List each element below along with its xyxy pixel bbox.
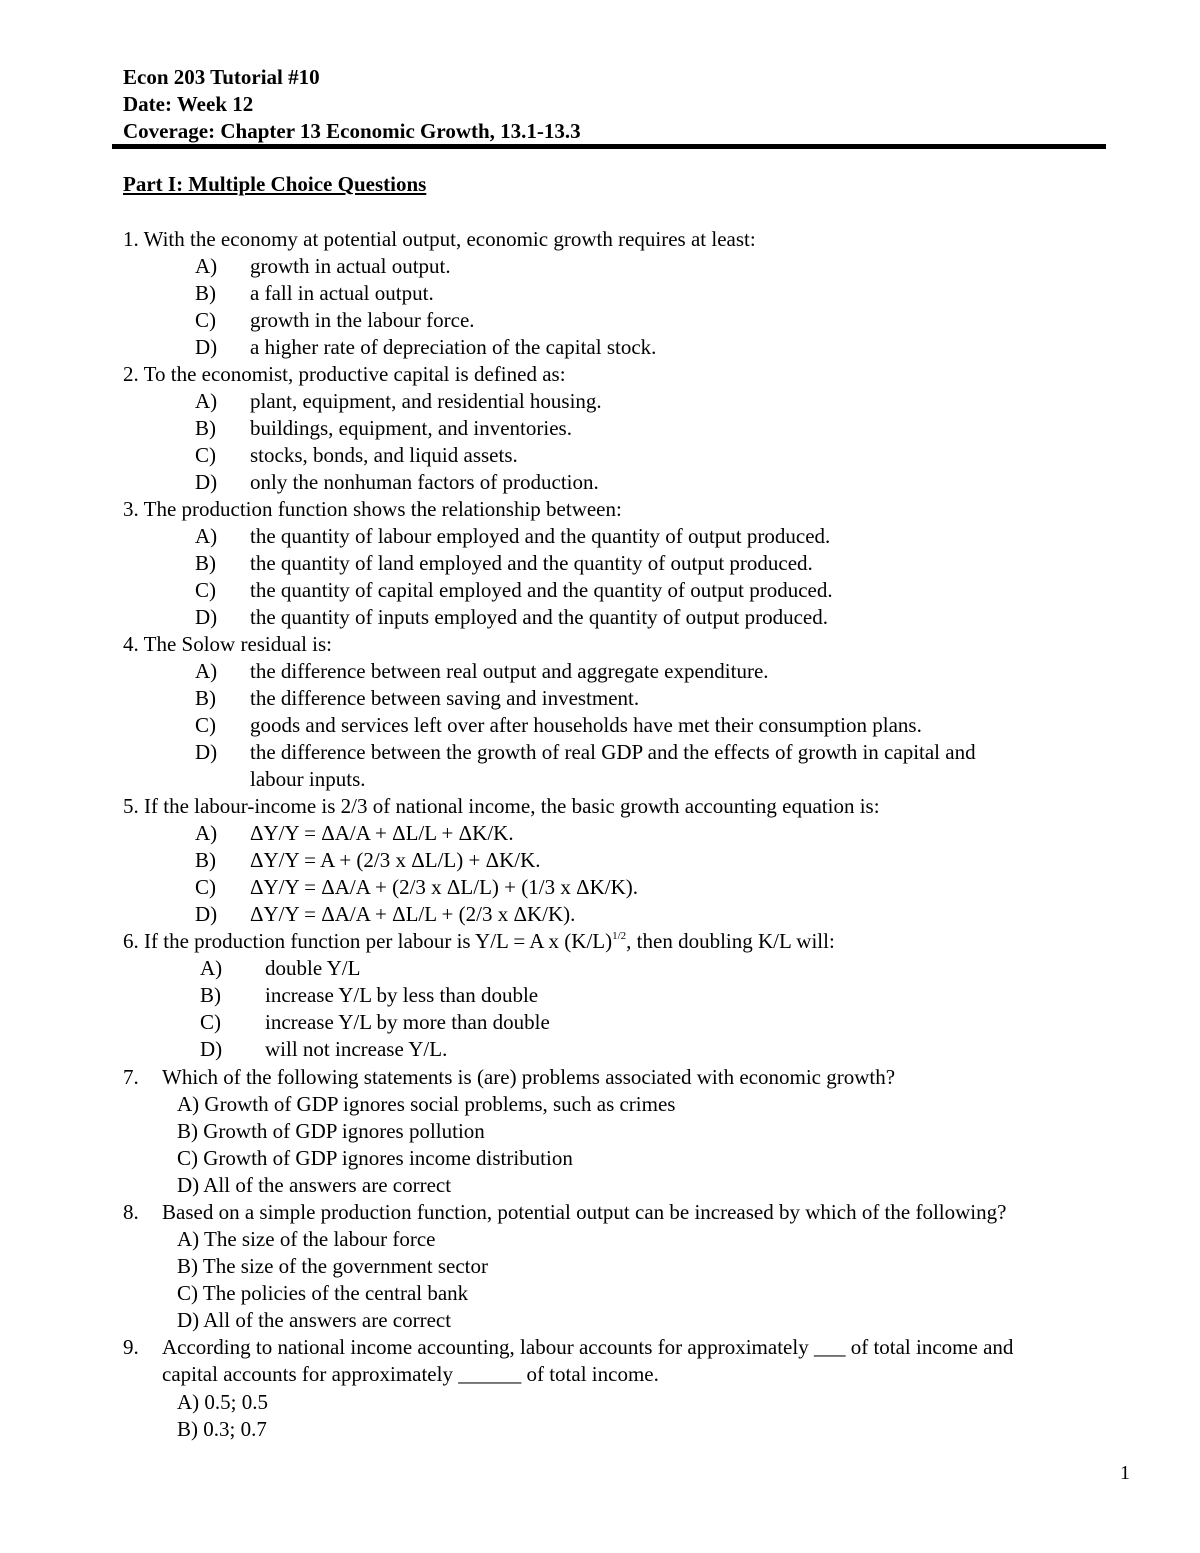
section-title: Part I: Multiple Choice Questions: [123, 172, 427, 196]
doc-title: Econ 203 Tutorial #10: [123, 65, 320, 89]
page-number: 1: [1120, 1462, 1130, 1484]
question-4-stem: 4. The Solow residual is:: [123, 632, 333, 656]
document-page: Econ 203 Tutorial #10 Date: Week 12 Coverage: Chapter 13 Economic Growth, 13.1-13.3 Part I: Multiple Choice Questions 1. With the economy at potential output, economic growth requires at least: A) growth in actual output. B) a fall in actual output. C) growth in the labour force. D) a higher rate of depreciation of the capital stock. 2. To the economist, productive capital is defined as: A) plant, equipment, and residential housing. B) buildings, equipment, and inventories. C) stocks, bonds, and liquid assets. D) only the nonhuman factors of production. 3. The production function shows the relationship between: A) the quantity of labour employed and the quantity of output produced. B) the quantity of land employed and the quantity of output produced. C) the quantity of capital employed and the quantity of output produced. D) the quantity of inputs employed and the quantity of output produced. 4. The Solow residual is: A) the difference between real output and aggregate expenditure. B) the difference between saving and investment. C) goods and services left over after households have met their consumption plans. D) the difference between the growth of real GDP and the effects of growth in capital and labour inputs. 5. If the labour-income is 2/3 of national income, the basic growth accounting equation is: A) ΔY/Y = ΔA/A + ΔL/L + ΔK/K. B) ΔY/Y = A + (2/3 x ΔL/L) + ΔK/K. C) ΔY/Y = ΔA/A + (2/3 x ΔL/L) + (1/3 x ΔK/K). D) ΔY/Y = ΔA/A + ΔL/L + (2/3 x ΔK/K). 6. If the production function per labour is Y/L = A x $(K/L)^{1/2}$, then doubling K/L will: A) double Y/L B) increase Y/L by less than double C) increase Y/L by more than double D) will not increase Y/L. 7. Which of the following statements is (are) problems associated with economic growth? A) Growth of GDP ignores social problems, such as crimes B) Growth of GDP ignores pollution C) Growth of GDP ignores income distribution D) All of the answers are correct 8. Based on a simple production function, potential output can be increased by which of the following? A) The size of the labour force B) The size of the government sector C) The policies of the central bank D) All of the answers are correct 9. According to national income accounting, labour accounts for approximately ___ of total income and capital accounts for approximately ______ of total income. A) 0.5; 0.5 B) 0.3; 0.7 1: [0, 0, 1200, 1553]
question-2-stem: 2. To the economist, productive capital is defined as:: [123, 362, 566, 386]
question-9-stem-line2: capital accounts for approximately ______ of total income.: [162, 1362, 659, 1386]
doc-coverage: Coverage: Chapter 13 Economic Growth, 13.1-13.3: [123, 119, 581, 143]
header-rule: [112, 144, 1106, 149]
doc-date: Date: Week 12: [123, 92, 254, 116]
q4-option-d-continuation: labour inputs.: [250, 767, 366, 791]
exponent: 1/2: [612, 930, 627, 942]
question-5-stem: 5. If the labour-income is 2/3 of national income, the basic growth accounting equation is:: [123, 794, 880, 818]
question-3-stem: 3. The production function shows the relationship between:: [123, 497, 622, 521]
question-1-stem: 1. With the economy at potential output, economic growth requires at least:: [123, 227, 756, 251]
question-6-stem: 6. If the production function per labour is Y/L = A x $(K/L)^{1/2}$, then doubling K/L will:: [123, 929, 835, 953]
